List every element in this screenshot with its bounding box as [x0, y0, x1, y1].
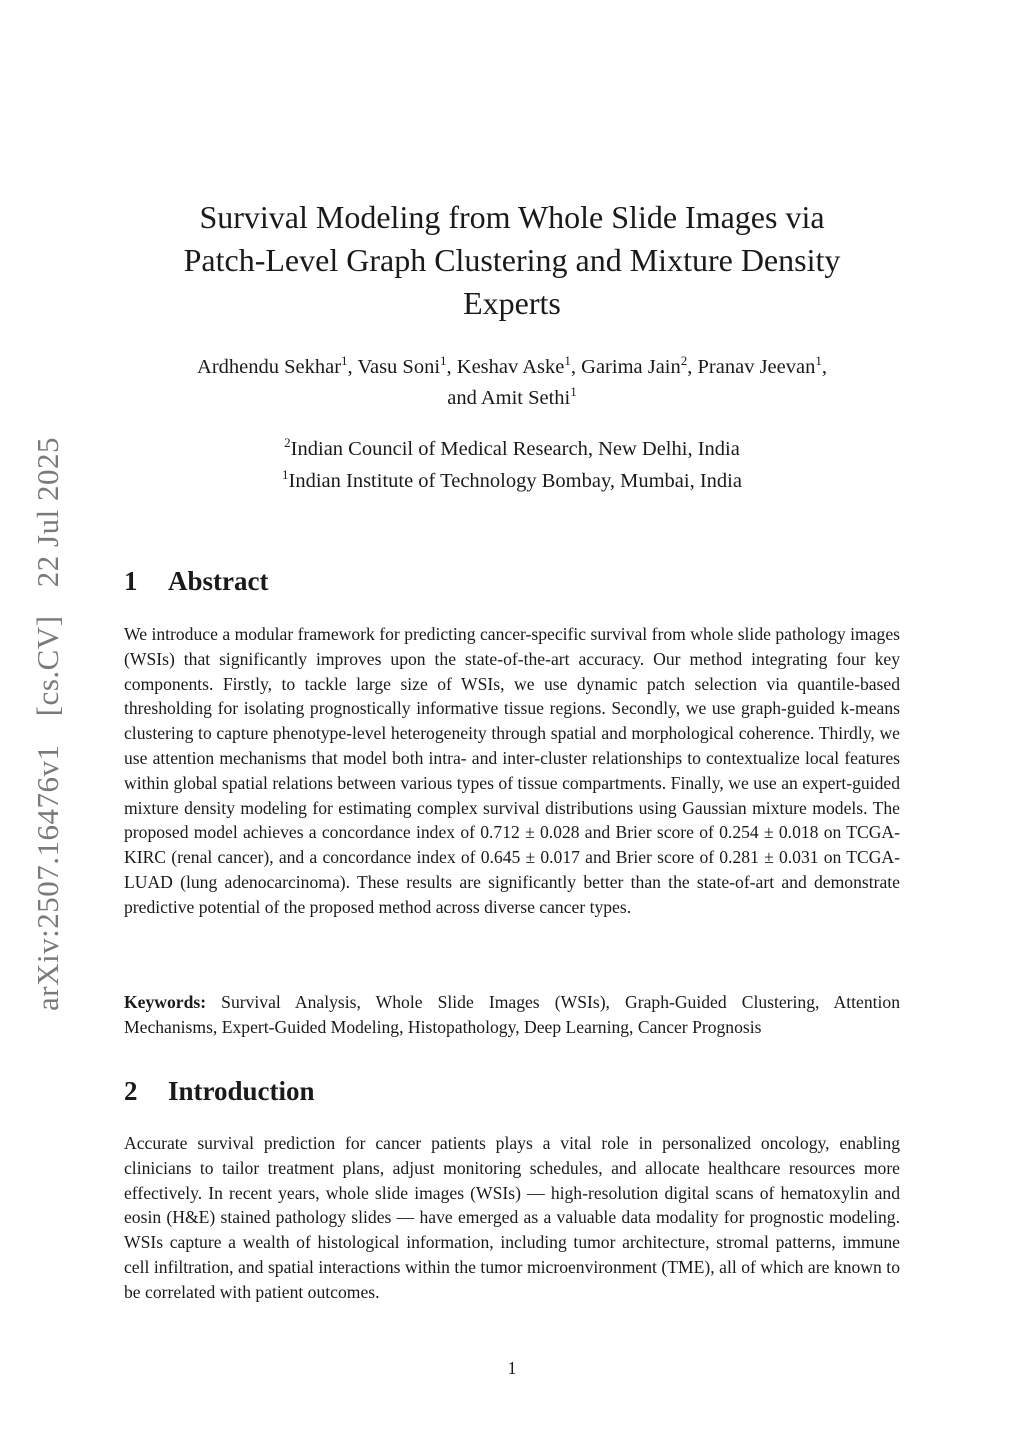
paper-title — [124, 196, 900, 325]
introduction-paragraph: Accurate survival prediction for cancer patients plays a vital role in personalized oncology, enabling clinicians to tailor treatment plans, adjust monitoring schedules, and allocate healthcare resources more effectively. In recent years, whole slide images (WSIs) — high-resolution digital scans of hematoxylin and eosin (H&E) stained pathology slides — have emerged as a valuable data modality for prognostic modeling. WSIs capture a wealth of histological information, including tumor architecture, stromal patterns, immune cell infiltration, and spatial interactions within the tumor microenvironment (TME), all of which are known to be correlated with patient outcomes. — [124, 1133, 900, 1302]
author-name: Vasu Soni — [357, 356, 441, 378]
author-separator: , — [687, 356, 698, 378]
arxiv-identifier: arXiv:2507.16476v1 — [30, 744, 65, 1011]
affiliation-line — [124, 465, 900, 497]
arxiv-category: [cs.CV] — [30, 615, 65, 717]
author-separator: , — [821, 356, 827, 378]
affiliation-mark: 1 — [282, 467, 289, 482]
arxiv-side-stamp — [30, 427, 66, 1021]
author-separator: , — [446, 356, 457, 378]
keywords-label: Keywords: — [124, 992, 207, 1012]
affiliation-mark: 1 — [564, 353, 571, 368]
arxiv-date: 22 Jul 2025 — [30, 437, 65, 588]
author-line — [124, 352, 900, 383]
affiliation-text: Indian Institute of Technology Bombay, Mumbai, India — [288, 470, 742, 492]
section-number: 2 — [124, 1076, 138, 1106]
affiliation-list — [124, 433, 900, 497]
title-line: Patch-Level Graph Clustering and Mixture Density — [183, 242, 841, 278]
affiliation-mark: 1 — [440, 353, 447, 368]
keywords-paragraph — [124, 990, 900, 1040]
affiliation-mark: 1 — [570, 384, 577, 399]
affiliation-text: Indian Council of Medical Research, New Delhi, India — [290, 438, 740, 460]
title-line: Survival Modeling from Whole Slide Images via — [199, 199, 825, 235]
introduction-heading — [124, 1076, 315, 1107]
author-name: Keshav Aske — [456, 356, 565, 378]
author-name: and Amit Sethi — [447, 387, 571, 409]
keywords-text: Survival Analysis, Whole Slide Images (WSIs), Graph-Guided Clustering, Attention Mechanisms, Expert-Guided Modeling, Histopathology, Deep Learning, Cancer Prognosis — [124, 992, 900, 1037]
author-line — [124, 383, 900, 414]
affiliation-mark: 1 — [815, 353, 822, 368]
page-number: 1 — [507, 1358, 517, 1378]
title-line: Experts — [463, 285, 561, 321]
author-separator: , — [570, 356, 582, 378]
affiliation-line — [124, 433, 900, 465]
affiliation-mark: 2 — [284, 435, 291, 450]
author-separator: , — [347, 356, 358, 378]
abstract-heading — [124, 566, 268, 597]
author-name: Garima Jain — [581, 356, 681, 378]
section-title: Abstract — [168, 566, 269, 596]
abstract-paragraph: We introduce a modular framework for predicting cancer-specific survival from whole slide pathology images (WSIs) that significantly improves upon the state-of-the-art accuracy. Our method integrating four key components. Firstly, to tackle large size of WSIs, we use dynamic patch selection via quantile-based thresholding for isolating prognostically informative tissue regions. Secondly, we use graph-guided k-means clustering to capture phenotype-level heterogeneity through spatial and morphological coherence. Thirdly, we use attention mechanisms that model both intra- and inter-cluster relationships to contextualize local features within global spatial relations between various types of tissue compartments. Finally, we use an expert-guided mixture density modeling for estimating complex survival distributions using Gaussian mixture models. The proposed model achieves a concordance index of 0.712 ± 0.028 and Brier score of 0.254 ± 0.018 on TCGA-KIRC (renal cancer), and a concordance index of 0.645 ± 0.017 and Brier score of 0.281 ± 0.031 on TCGA-LUAD (lung adenocarcinoma). These results are significantly better than the state-of-art and demonstrate predictive potential of the proposed method across diverse cancer types. — [124, 624, 900, 917]
affiliation-mark: 1 — [341, 353, 348, 368]
section-title: Introduction — [168, 1076, 315, 1106]
section-number: 1 — [124, 566, 138, 596]
affiliation-mark: 2 — [680, 353, 688, 368]
author-name: Pranav Jeevan — [697, 356, 816, 378]
author-list — [124, 352, 900, 414]
author-name: Ardhendu Sekhar — [197, 356, 342, 378]
